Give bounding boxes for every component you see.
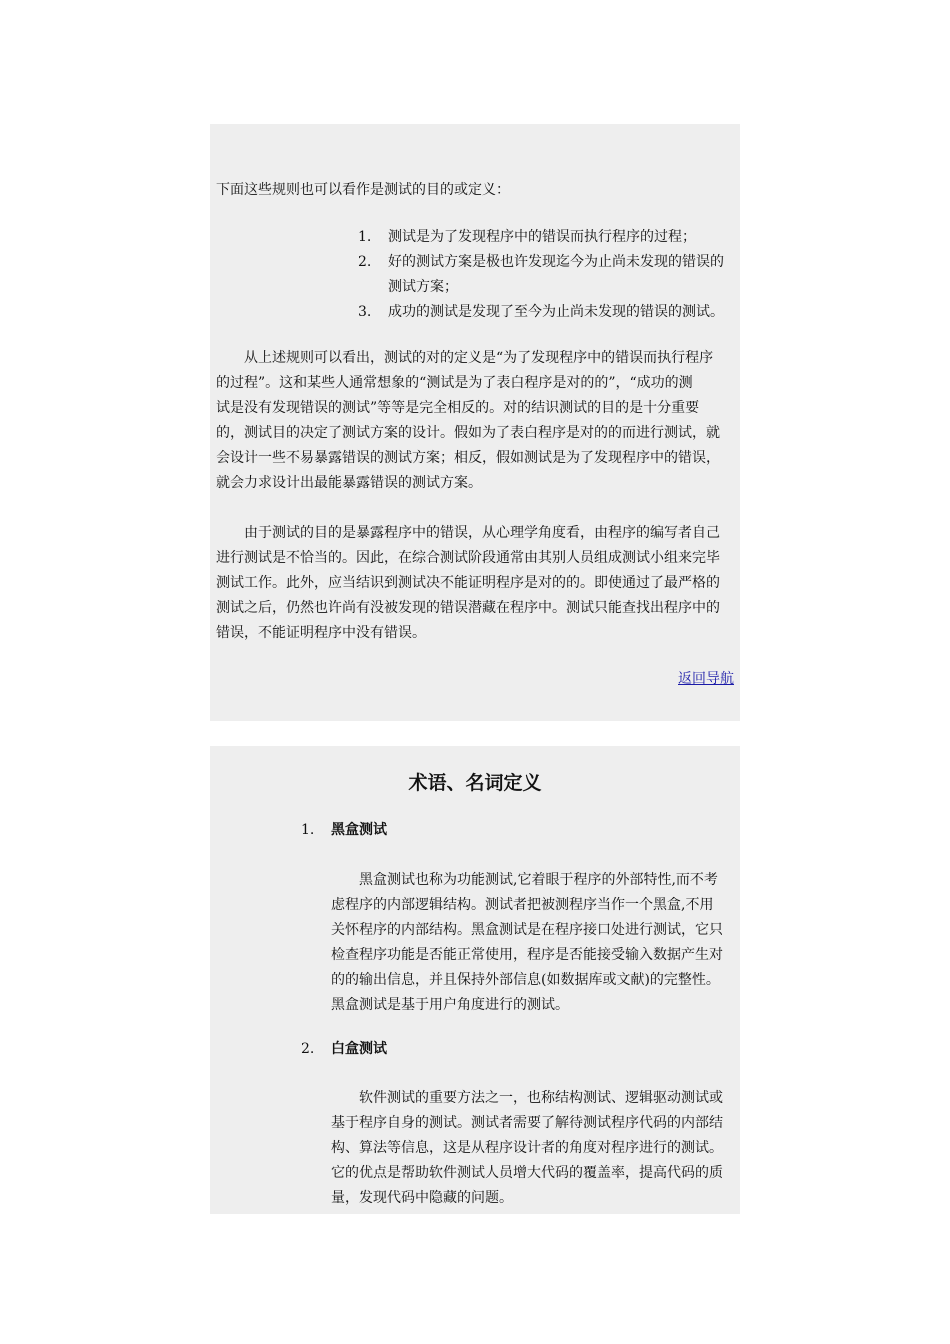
term-number: 2.	[301, 1041, 315, 1057]
paragraph-line: 由于测试的目的是暴露程序中的错误，从心理学角度看，由程序的编写者自己	[244, 525, 720, 541]
term-number: 1.	[301, 822, 315, 838]
term-description-line: 软件测试的重要方法之一，也称结构测试、逻辑驱动测试或	[359, 1090, 723, 1106]
section-terms-panel	[210, 746, 740, 1214]
term-description-line: 黑盒测试也称为功能测试,它着眼于程序的外部特性,而不考	[359, 872, 718, 888]
paragraph-line: 测试之后，仍然也许尚有没被发现的错误潜藏在程序中。测试只能查找出程序中的	[216, 600, 720, 616]
intro-text: 下面这些规则也可以看作是测试的目的或定义：	[216, 182, 510, 198]
term-name: 黑盒测试	[331, 822, 387, 838]
term-description-line: 构、算法等信息，这是从程序设计者的角度对程序进行的测试。	[331, 1140, 723, 1156]
term-description-line: 的的输出信息，并且保持外部信息(如数据库或文献)的完整性。	[331, 972, 720, 988]
paragraph-line: 进行测试是不恰当的。因此，在综合测试阶段通常由其别人员组成测试小组来完毕	[216, 550, 720, 566]
term-description-line: 虑程序的内部逻辑结构。测试者把被测程序当作一个黑盒,不用	[331, 897, 714, 913]
paragraph-line: 的过程”。这和某些人通常想象的“测试是为了表白程序是对的的”，“成功的测	[216, 375, 693, 391]
list-item-number: 2.	[358, 254, 372, 270]
list-item-text: 测试方案；	[388, 279, 458, 295]
term-description-line: 黑盒测试是基于用户角度进行的测试。	[331, 997, 569, 1013]
section-rules-panel	[210, 124, 740, 721]
paragraph-line: 试是没有发现错误的测试”等等是完全相反的。对的结识测试的目的是十分重要	[216, 400, 700, 416]
term-description-line: 量，发现代码中隐藏的问题。	[331, 1190, 513, 1206]
list-item-number: 3.	[358, 304, 372, 320]
paragraph-line: 从上述规则可以看出，测试的对的定义是“为了发现程序中的错误而执行程序	[244, 350, 714, 366]
paragraph-line: 错误，不能证明程序中没有错误。	[216, 625, 426, 641]
paragraph-line: 会设计一些不易暴露错误的测试方案；相反，假如测试是为了发现程序中的错误，	[216, 450, 720, 466]
term-name: 白盒测试	[331, 1041, 387, 1057]
list-item-text: 好的测试方案是极也许发现迄今为止尚未发现的错误的	[388, 254, 724, 270]
section-title: 术语、名词定义	[408, 772, 542, 794]
term-description-line: 基于程序自身的测试。测试者需要了解待测试程序代码的内部结	[331, 1115, 723, 1131]
term-description-line: 关怀程序的内部结构。黑盒测试是在程序接口处进行测试，它只	[331, 922, 723, 938]
paragraph-line: 就会力求设计出最能暴露错误的测试方案。	[216, 475, 482, 491]
term-description-line: 它的优点是帮助软件测试人员增大代码的覆盖率，提高代码的质	[331, 1165, 723, 1181]
list-item-text: 成功的测试是发现了至今为止尚未发现的错误的测试。	[388, 304, 724, 320]
paragraph-line: 的，测试目的决定了测试方案的设计。假如为了表白程序是对的的而进行测试，就	[216, 425, 720, 441]
term-description-line: 检查程序功能是否能正常使用，程序是否能接受输入数据产生对	[331, 947, 723, 963]
list-item-number: 1.	[358, 229, 372, 245]
back-to-nav-link[interactable]: 返回导航	[678, 671, 734, 687]
paragraph-line: 测试工作。此外，应当结识到测试决不能证明程序是对的的。即使通过了最严格的	[216, 575, 720, 591]
list-item-text: 测试是为了发现程序中的错误而执行程序的过程；	[388, 229, 696, 245]
